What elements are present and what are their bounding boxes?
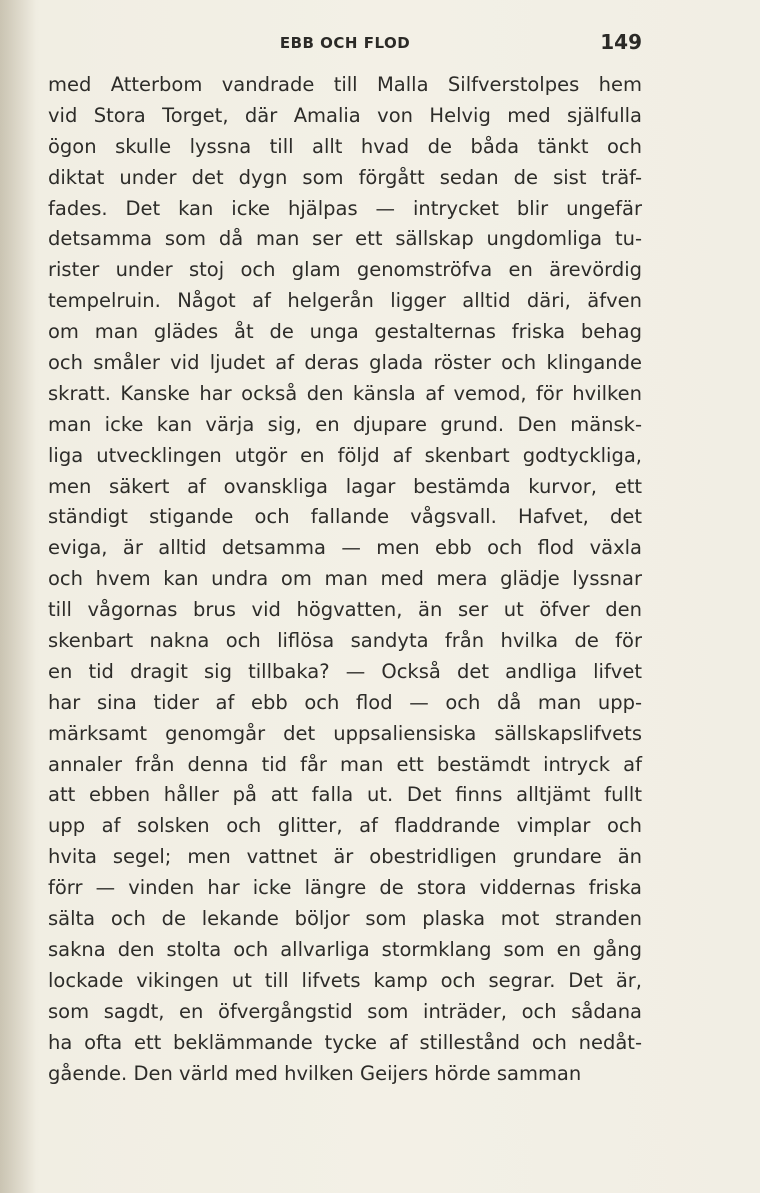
text-line: till vågornas brus vid högvatten, än ser ut öfver den [48, 598, 642, 622]
text-line: hvita segel; men vattnet är obestridligen grundare än [48, 845, 642, 869]
text-line: vid Stora Torget, där Amalia von Helvig med själfulla [48, 103, 642, 127]
text-line: om man glädes åt de unga gestalternas friska behag [48, 320, 642, 344]
text-line: annaler från denna tid får man ett bestämdt intryck af [48, 752, 642, 776]
text-line: lockade vikingen ut till lifvets kamp och segrar. Det är, [48, 968, 642, 992]
text-line: sälta och de lekande böljor som plaska mot stranden [48, 907, 642, 931]
text-line: man icke kan värja sig, en djupare grund. Den mänsk- [48, 412, 642, 436]
text-line: att ebben håller på att falla ut. Det finns alltjämt fullt [48, 783, 642, 807]
text-line: fades. Det kan icke hjälpas — intrycket blir ungefär [48, 196, 642, 220]
text-line: med Atterbom vandrade till Malla Silfverstolpes hem [48, 73, 642, 96]
text-line: gående. Den värld med hvilken Geijers hörde samman [48, 1061, 582, 1085]
text-line: ögon skulle lyssna till allt hvad de båda tänkt och [48, 134, 642, 158]
running-head [48, 30, 642, 56]
text-line: tempelruin. Något af helgerån ligger alltid däri, äfven [48, 289, 642, 313]
text-line: liga utvecklingen utgör en följd af skenbart godtyckliga, [48, 443, 642, 467]
text-line: skratt. Kanske har också den känsla af vemod, för hvilken [48, 381, 642, 405]
text-line: detsamma som då man ser ett sällskap ungdomliga tu- [48, 227, 642, 251]
text-line: en tid dragit sig tillbaka? — Också det andliga lifvet [48, 659, 642, 683]
text-line: förr — vinden har icke längre de stora viddernas friska [48, 876, 642, 900]
text-line: och småler vid ljudet af deras glada röster och klingande [48, 351, 642, 375]
text-line: ständigt stigande och fallande vågsvall. Hafvet, det [48, 505, 642, 529]
text-line: men säkert af ovanskliga lagar bestämda kurvor, ett [48, 474, 642, 498]
text-line: och hvem kan undra om man med mera glädje lyssnar [48, 567, 642, 591]
text-line: skenbart nakna och liflösa sandyta från hvilka de för [48, 629, 642, 653]
text-line: rister under stoj och glam genomströfva en ärevördig [48, 258, 642, 282]
text-line: sakna den stolta och allvarliga stormklang som en gång [48, 937, 642, 961]
text-line: som sagdt, en öfvergångstid som inträder, och sådana [48, 999, 642, 1023]
spine-shadow [0, 0, 36, 1193]
running-title: EBB OCH FLOD [279, 34, 411, 52]
text-line: diktat under det dygn som förgått sedan de sist träf- [48, 165, 642, 189]
text-line: upp af solsken och glitter, af fladdrande vimplar och [48, 814, 642, 838]
page-number: 149 [600, 30, 642, 54]
body-text [48, 70, 642, 1089]
text-line: ha ofta ett beklämmande tycke af stillestånd och nedåt- [48, 1030, 642, 1054]
text-line: eviga, är alltid detsamma — men ebb och flod växla [48, 536, 642, 560]
text-line: har sina tider af ebb och flod — och då man upp- [48, 690, 642, 714]
text-line: märksamt genomgår det uppsaliensiska sällskapslifvets [48, 721, 642, 745]
